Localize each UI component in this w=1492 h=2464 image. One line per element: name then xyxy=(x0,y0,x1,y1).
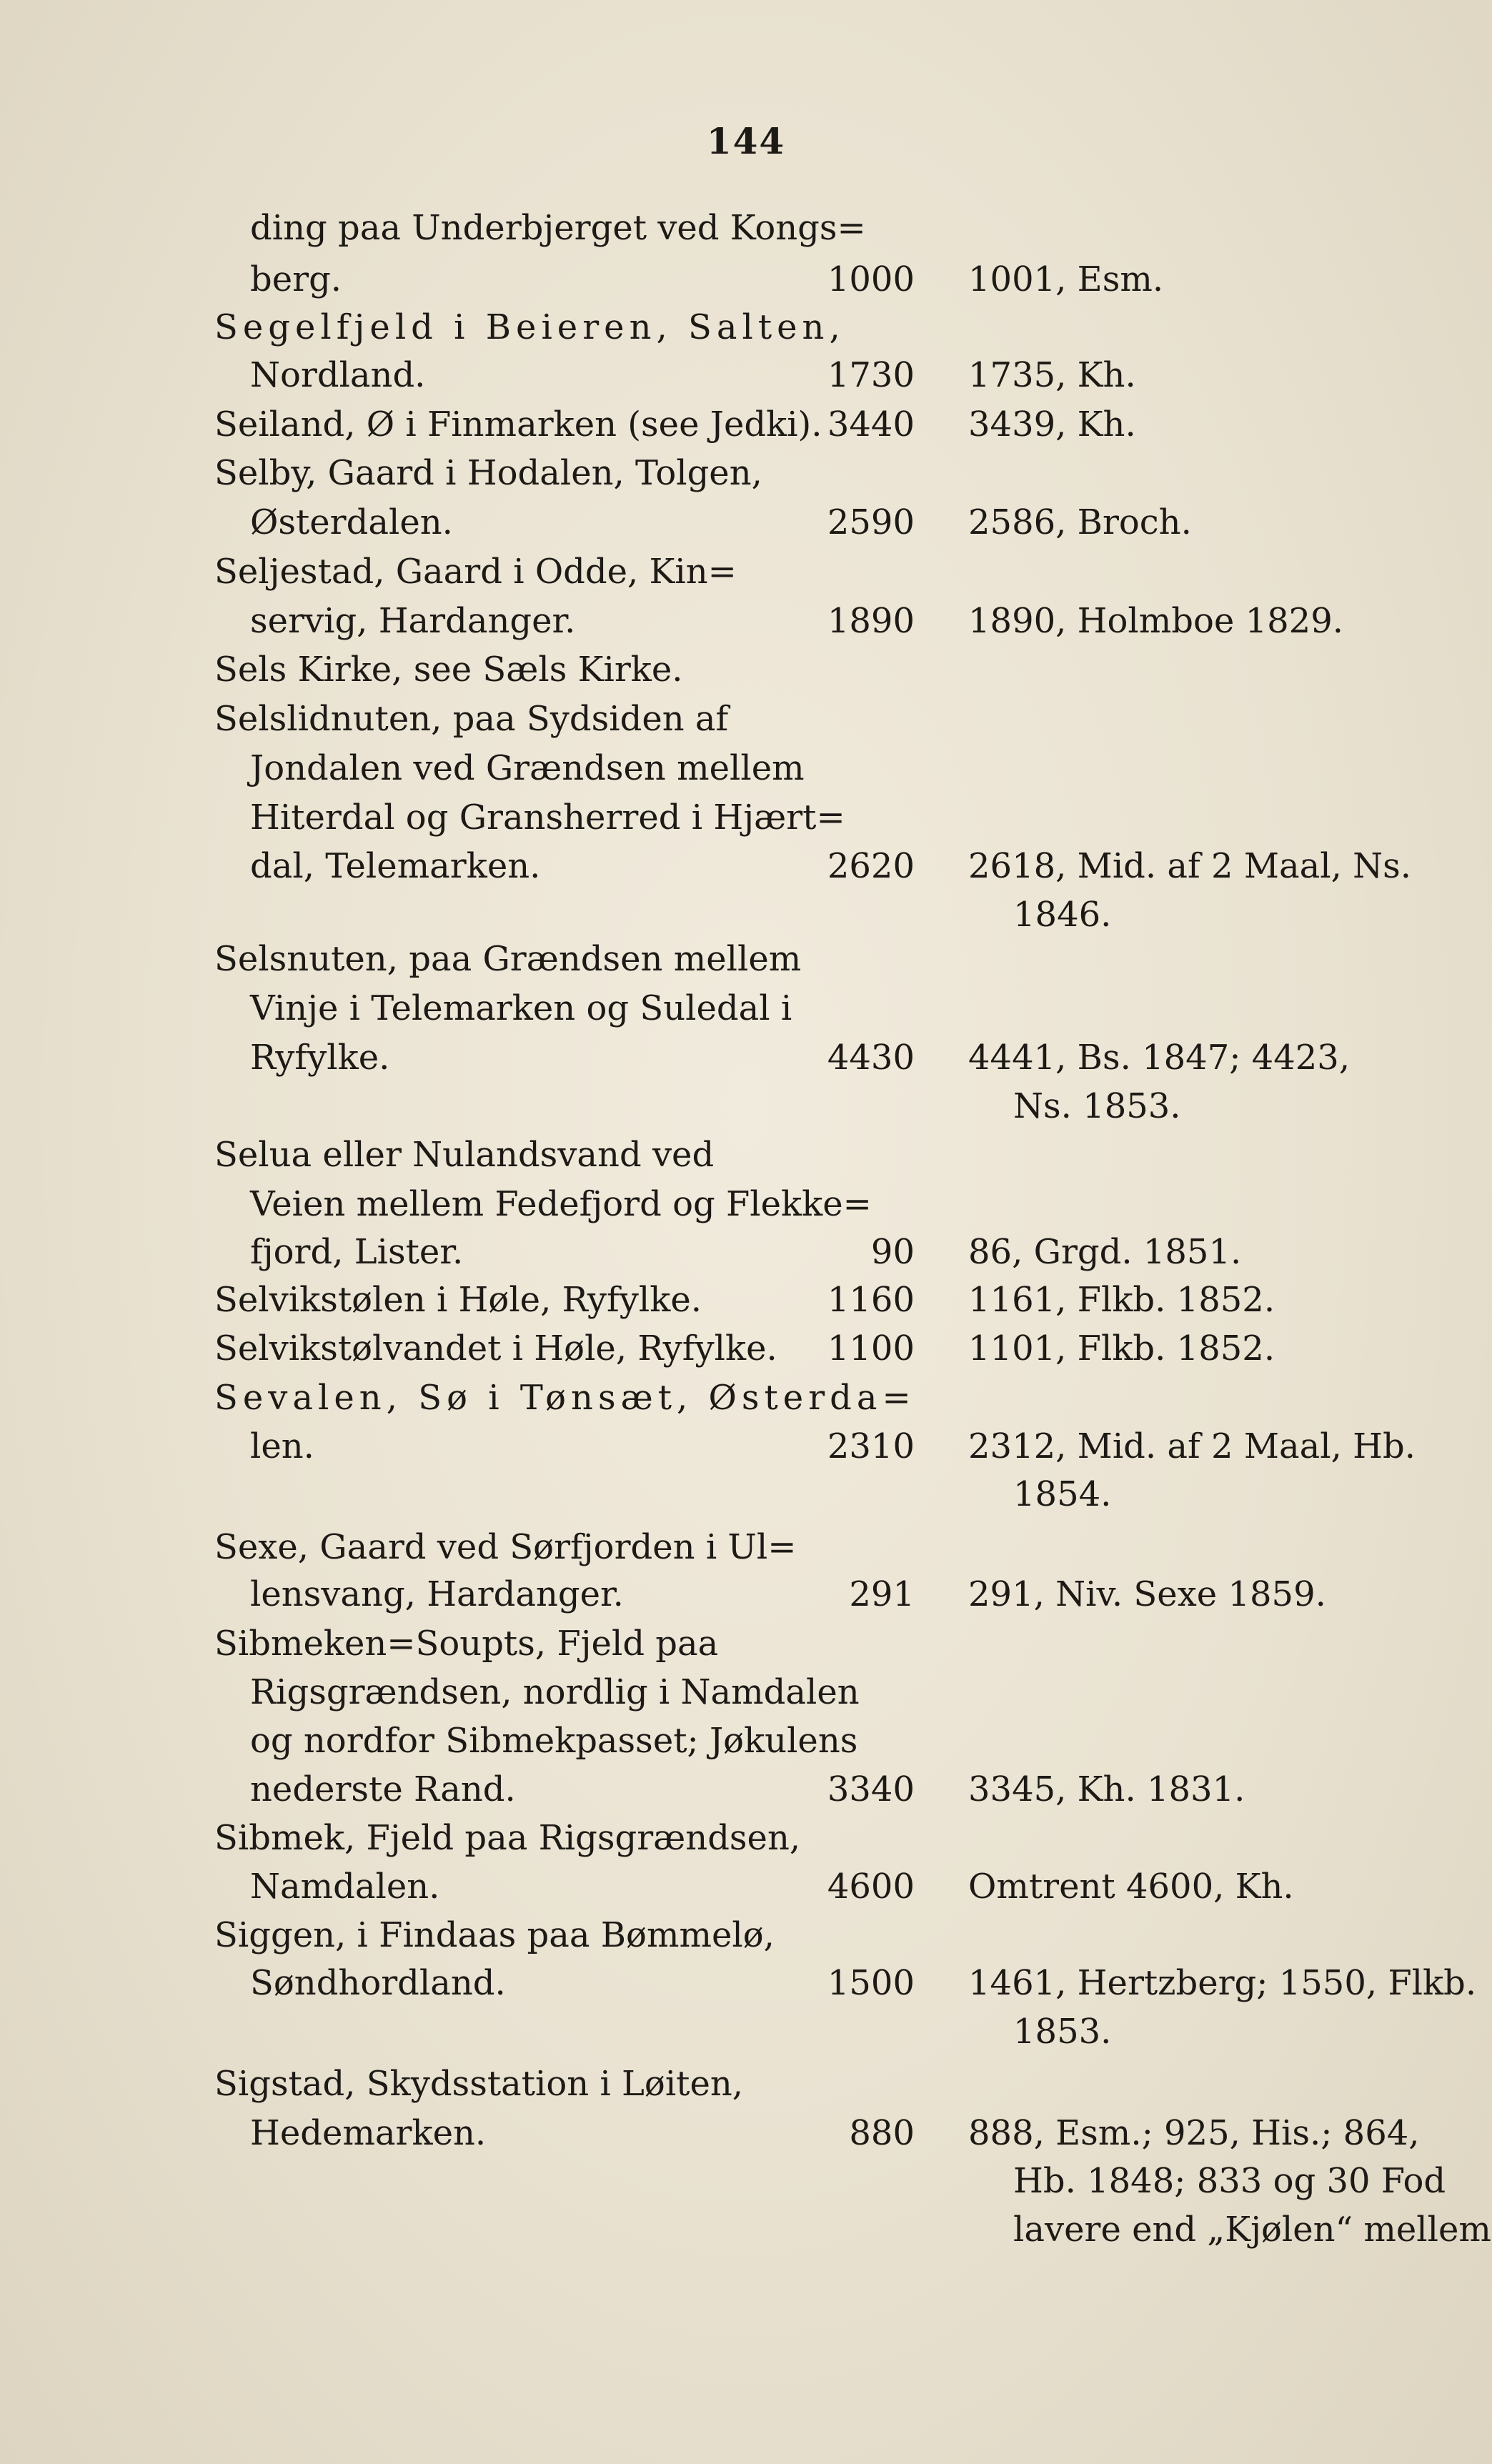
place-name: Selua eller Nulandsvand ved xyxy=(214,1135,715,1175)
place-name: Selslidnuten, paa Sydsiden af xyxy=(214,699,729,739)
place-name: Segelfjeld i Beieren, Salten, xyxy=(214,307,845,347)
entry-line xyxy=(0,1814,1492,1862)
entry-line xyxy=(0,645,1492,694)
measurement-source: 888, Esm.; 925, His.; 864, xyxy=(968,2113,1420,2153)
place-name: Veien mellem Fedefjord og Flekke= xyxy=(250,1184,872,1224)
place-name: og nordfor Sibmekpasset; Jøkulens xyxy=(250,1721,858,1761)
entry-line xyxy=(0,1373,1492,1422)
place-name: lensvang, Hardanger. xyxy=(250,1574,624,1614)
place-name: Sigstad, Skydsstation i Løiten, xyxy=(214,2064,744,2104)
measurement-source: 1846. xyxy=(1013,895,1112,935)
measurement-source: 1461, Hertzberg; 1550, Flkb. xyxy=(968,1963,1477,2003)
place-name: Søndhordland. xyxy=(250,1963,506,2003)
measurement-source: Ns. 1853. xyxy=(1013,1086,1181,1126)
place-name: Hiterdal og Gransherred i Hjært= xyxy=(250,798,845,838)
measurement-source: Hb. 1848; 833 og 30 Fod xyxy=(1013,2161,1446,2201)
place-name: Rigsgrændsen, nordlig i Namdalen xyxy=(250,1672,860,1712)
entry-line xyxy=(0,842,1492,890)
place-name: Selvikstølvandet i Høle, Ryfylke. xyxy=(214,1328,777,1368)
measurement-source: 2618, Mid. af 2 Maal, Ns. xyxy=(968,846,1411,886)
entry-line xyxy=(0,255,1492,304)
altitude-value: 3340 xyxy=(827,1769,915,1809)
altitude-value: 2310 xyxy=(827,1426,915,1466)
entry-line xyxy=(0,1959,1492,2007)
place-name: Sels Kirke, see Sæls Kirke. xyxy=(214,650,683,690)
measurement-source: 4441, Bs. 1847; 4423, xyxy=(968,1038,1351,1078)
measurement-source: 2312, Mid. af 2 Maal, Hb. xyxy=(968,1426,1416,1466)
place-name: Selby, Gaard i Hodalen, Tolgen, xyxy=(214,453,762,493)
entry-line xyxy=(0,2060,1492,2108)
place-name: len. xyxy=(250,1426,314,1466)
altitude-value: 3440 xyxy=(827,404,915,444)
altitude-value: 291 xyxy=(849,1574,915,1614)
entry-line xyxy=(0,1276,1492,1324)
entry-line xyxy=(0,890,1492,939)
entry-line xyxy=(0,1668,1492,1717)
altitude-value: 1000 xyxy=(827,259,915,299)
entry-line xyxy=(0,1862,1492,1911)
place-name: Seiland, Ø i Finmarken (see Jedki). xyxy=(214,404,822,444)
place-name: Selvikstølen i Høle, Ryfylke. xyxy=(214,1280,702,1320)
altitude-value: 2590 xyxy=(827,502,915,542)
entry-line xyxy=(0,1717,1492,1765)
altitude-value: 1890 xyxy=(827,601,915,641)
place-name: Ryfylke. xyxy=(250,1038,390,1078)
place-name: Sexe, Gaard ved Sørfjorden i Ul= xyxy=(214,1527,797,1567)
entry-line xyxy=(0,2109,1492,2157)
measurement-source: 2586, Broch. xyxy=(968,502,1192,542)
altitude-value: 2620 xyxy=(827,846,915,886)
entry-line xyxy=(0,1082,1492,1131)
place-name: Namdalen. xyxy=(250,1867,440,1907)
measurement-source: 291, Niv. Sexe 1859. xyxy=(968,1574,1326,1614)
entry-line xyxy=(0,1131,1492,1179)
entry-line xyxy=(0,1324,1492,1373)
entry-line xyxy=(0,400,1492,449)
place-name: Vinje i Telemarken og Suledal i xyxy=(250,988,792,1028)
altitude-value: 1730 xyxy=(827,355,915,395)
altitude-value: 1160 xyxy=(827,1280,915,1320)
entry-line xyxy=(0,1180,1492,1228)
entry-line xyxy=(0,1422,1492,1471)
entry-line xyxy=(0,2205,1492,2254)
measurement-source: lavere end „Kjølen“ mellem xyxy=(1013,2210,1491,2250)
entry-line xyxy=(0,2157,1492,2205)
place-name: Østerdalen. xyxy=(250,502,453,542)
place-name: ding paa Underbjerget ved Kongs= xyxy=(250,208,866,248)
entry-line xyxy=(0,449,1492,497)
place-name: Siggen, i Findaas paa Bømmelø, xyxy=(214,1915,775,1955)
entry-line xyxy=(0,935,1492,983)
page-number: 144 xyxy=(706,120,786,162)
measurement-source: 1001, Esm. xyxy=(968,259,1164,299)
entry-line xyxy=(0,1570,1492,1619)
entry-line xyxy=(0,695,1492,743)
entry-line xyxy=(0,1033,1492,1082)
altitude-value: 1100 xyxy=(827,1328,915,1368)
entry-line xyxy=(0,744,1492,793)
place-name: Seljestad, Gaard i Odde, Kin= xyxy=(214,552,737,592)
entry-line xyxy=(0,597,1492,645)
entry-line xyxy=(0,1228,1492,1276)
measurement-source: 3345, Kh. 1831. xyxy=(968,1769,1245,1809)
place-name: fjord, Lister. xyxy=(250,1232,464,1272)
entry-line xyxy=(0,547,1492,596)
altitude-value: 90 xyxy=(870,1232,915,1272)
entry-line xyxy=(0,498,1492,547)
entry-line xyxy=(0,2007,1492,2056)
entry-line xyxy=(0,1911,1492,1959)
place-name: Sibmek, Fjeld paa Rigsgrændsen, xyxy=(214,1818,801,1858)
measurement-source: 1101, Flkb. 1852. xyxy=(968,1328,1275,1368)
place-name: Nordland. xyxy=(250,355,426,395)
measurement-source: 1735, Kh. xyxy=(968,355,1136,395)
place-name: Jondalen ved Grændsen mellem xyxy=(250,748,805,788)
measurement-source: 3439, Kh. xyxy=(968,404,1136,444)
entry-line xyxy=(0,1523,1492,1571)
entry-line xyxy=(0,984,1492,1033)
measurement-source: 1161, Flkb. 1852. xyxy=(968,1280,1275,1320)
place-name: berg. xyxy=(250,259,342,299)
entry-line xyxy=(0,1619,1492,1668)
altitude-value: 4600 xyxy=(827,1867,915,1907)
entry-line xyxy=(0,303,1492,352)
entry-line xyxy=(0,204,1492,252)
measurement-source: 86, Grgd. 1851. xyxy=(968,1232,1242,1272)
measurement-source: Omtrent 4600, Kh. xyxy=(968,1867,1294,1907)
measurement-source: 1854. xyxy=(1013,1474,1112,1514)
place-name: servig, Hardanger. xyxy=(250,601,576,641)
place-name: Hedemarken. xyxy=(250,2113,487,2153)
entry-line xyxy=(0,1765,1492,1814)
altitude-value: 880 xyxy=(849,2113,915,2153)
place-name: nederste Rand. xyxy=(250,1769,516,1809)
entry-line xyxy=(0,351,1492,399)
entry-line xyxy=(0,1470,1492,1519)
measurement-source: 1853. xyxy=(1013,2012,1112,2052)
altitude-value: 4430 xyxy=(827,1038,915,1078)
entry-line xyxy=(0,793,1492,842)
measurement-source: 1890, Holmboe 1829. xyxy=(968,601,1343,641)
place-name: Sevalen, Sø i Tønsæt, Østerda= xyxy=(214,1378,916,1418)
place-name: dal, Telemarken. xyxy=(250,846,541,886)
place-name: Sibmeken=Soupts, Fjeld paa xyxy=(214,1624,719,1664)
altitude-value: 1500 xyxy=(827,1963,915,2003)
place-name: Selsnuten, paa Grændsen mellem xyxy=(214,939,802,979)
